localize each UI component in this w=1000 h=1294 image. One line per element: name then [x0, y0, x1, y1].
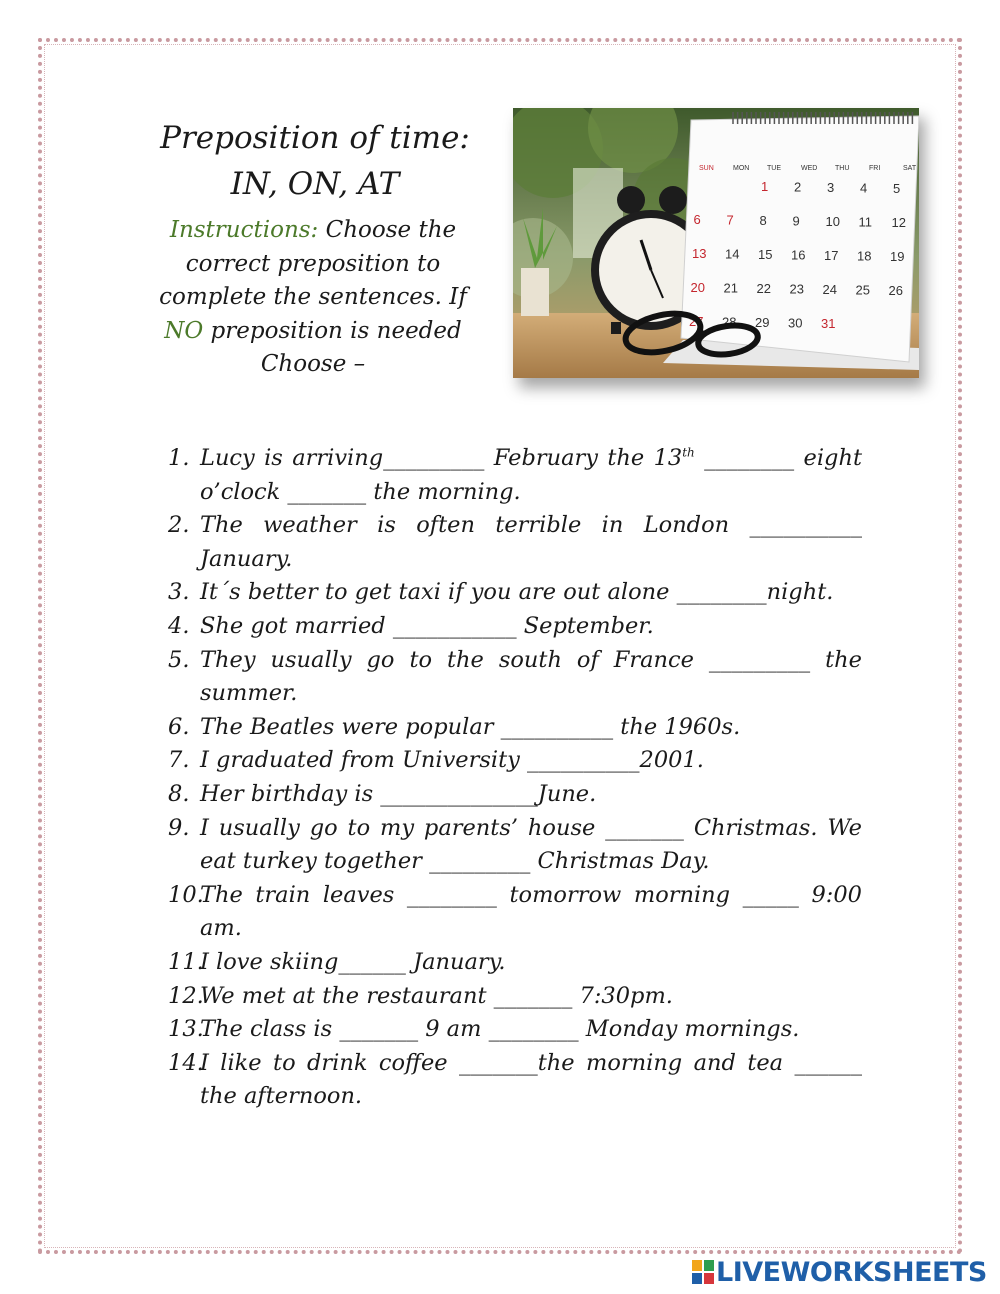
question-text: Lucy is arriving_________ February the 13	[200, 445, 683, 471]
question-item	[168, 509, 862, 576]
question-number: 5.	[168, 646, 190, 673]
question-text: It´s better to get taxi if you are out alone ________night.	[200, 579, 834, 606]
question-text-continued: ________ eight o’clock _______ the morning.	[200, 445, 862, 505]
question-text: The class is _______ 9 am ________ Monday mornings.	[200, 1016, 800, 1043]
worksheet-title	[130, 115, 500, 207]
calendar-date: 29	[755, 315, 770, 330]
question-text: They usually go to the south of France _________ the summer.	[200, 646, 862, 707]
calendar-date: 11	[858, 214, 872, 230]
calendar-date: 30	[788, 315, 803, 331]
question-text: I graduated from University __________2001.	[200, 747, 704, 774]
question-item	[168, 946, 862, 980]
question-item	[168, 778, 862, 812]
title-line-1: Preposition of time:	[160, 120, 470, 156]
calendar-date: 1	[761, 179, 769, 194]
instructions-label: Instructions:	[169, 217, 319, 243]
question-number: 2.	[168, 512, 190, 539]
question-text: I love skiing______ January.	[200, 948, 506, 975]
question-item	[168, 1047, 862, 1114]
calendar-date: 17	[824, 248, 839, 263]
question-item	[168, 879, 862, 946]
question-list	[168, 442, 862, 1114]
question-item	[168, 442, 862, 509]
question-item	[168, 744, 862, 778]
calendar-date: 12	[891, 215, 906, 230]
instructions-text-1: Choose the correct preposition to complete the sentences. If	[159, 217, 467, 310]
question-item	[168, 610, 862, 644]
question-text: The weather is often terrible in London __________ January.	[200, 512, 862, 572]
question-text: The Beatles were popular __________ the 1960s.	[200, 713, 741, 740]
photo-illustration	[513, 108, 919, 378]
question-superscript: th	[682, 445, 695, 460]
question-item	[168, 980, 862, 1014]
question-number: 11.	[168, 948, 204, 975]
calendar-clock-photo	[513, 108, 919, 378]
liveworksheets-logo	[692, 1258, 987, 1286]
question-number: 4.	[168, 612, 190, 639]
calendar-date: 5	[893, 181, 901, 196]
question-number: 10.	[168, 881, 204, 908]
calendar-date: 13	[692, 246, 707, 261]
instructions	[148, 214, 478, 382]
calendar-day-label: TUE	[767, 165, 781, 172]
calendar-date: 2	[794, 179, 802, 195]
title-line-2: IN, ON, AT	[230, 166, 400, 202]
question-number: 3.	[168, 579, 190, 606]
question-number: 12.	[168, 982, 204, 1009]
question-item	[168, 711, 862, 745]
question-number: 13.	[168, 1016, 204, 1043]
calendar-date: 23	[789, 281, 804, 297]
question-item	[168, 812, 862, 879]
calendar-date: 24	[822, 282, 837, 297]
question-text: Her birthday is ______________June.	[200, 780, 597, 807]
calendar-date: 10	[825, 214, 840, 229]
calendar-date: 7	[726, 212, 734, 228]
instructions-text-2: preposition is needed Choose –	[210, 317, 462, 377]
instructions-no-word: NO	[164, 317, 204, 344]
question-text: I like to drink coffee _______the morning and tea ______ the afternoon.	[200, 1049, 862, 1110]
calendar-date: 21	[723, 280, 738, 296]
calendar-date: 9	[792, 213, 800, 229]
calendar-date: 20	[690, 280, 705, 295]
calendar-date: 15	[758, 247, 773, 262]
question-number: 9.	[168, 814, 190, 841]
logo-text: LIVEWORKSHEETS	[716, 1256, 987, 1288]
calendar-date: 27	[689, 314, 704, 329]
calendar-day-label: SAT	[903, 165, 917, 172]
question-item	[168, 1013, 862, 1047]
question-text: I usually go to my parents’ house _______ Christmas. We eat turkey together _________ Christmas Day.	[200, 814, 862, 875]
calendar-date: 19	[890, 249, 905, 264]
calendar-day-label: WED	[801, 165, 818, 172]
calendar-date: 25	[855, 282, 870, 298]
calendar-date: 14	[725, 246, 740, 262]
question-number: 14.	[168, 1049, 204, 1076]
calendar-date: 28	[722, 314, 737, 330]
calendar-date: 22	[756, 281, 771, 296]
calendar-date: 16	[791, 247, 806, 263]
question-number: 1.	[168, 445, 190, 471]
question-number: 6.	[168, 713, 190, 740]
calendar-date: 26	[888, 283, 903, 298]
calendar-day-label: MON	[733, 165, 750, 172]
calendar-date: 31	[821, 316, 836, 331]
calendar-day-label: FRI	[869, 165, 881, 172]
calendar-date: 18	[857, 248, 872, 264]
question-text: The train leaves ________ tomorrow morning _____ 9:00 am.	[200, 881, 862, 942]
question-number: 8.	[168, 780, 190, 807]
question-item	[168, 644, 862, 711]
liveworksheets-logo-icon	[692, 1260, 714, 1284]
calendar-day-label: THU	[835, 165, 850, 172]
calendar-day-label: SUN	[699, 165, 714, 172]
calendar-date: 4	[860, 180, 868, 196]
calendar-date: 6	[693, 212, 701, 227]
question-text: She got married ___________ September.	[200, 612, 654, 639]
calendar-date: 3	[827, 180, 835, 195]
question-text: We met at the restaurant _______ 7:30pm.	[200, 982, 673, 1009]
question-number: 7.	[168, 747, 190, 774]
question-item	[168, 576, 862, 610]
calendar-date: 8	[759, 213, 767, 228]
